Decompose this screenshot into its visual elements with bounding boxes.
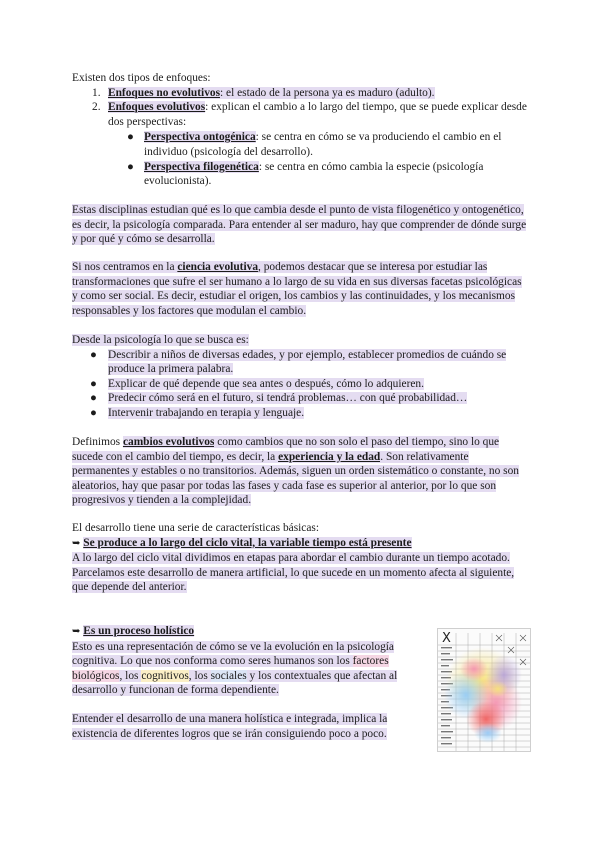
- paragraph-text: Entender el desarrollo de una manera holística e integrada, implica la existencia de diferentes logros que se irán consiguiendo poco a poco.: [72, 712, 388, 740]
- paragraph-text: Esto es una representación de cómo se ve la evolución en la psicología cognitiva. Lo que nos conforma como seres humanos son los: [72, 640, 394, 668]
- term-factores-biologicos: factores biológicos: [72, 655, 389, 682]
- heading-ciclo-vital: [72, 536, 528, 552]
- list-item: [72, 377, 528, 392]
- paragraph-text: Estas disciplinas estudian qué es lo que cambia desde el punto de vista filogenético y ontogenético, es decir, la psicología comparada. Para entender al ser maduro, hay que comprender de dónde surge y por qué y cómo se desarrolla.: [72, 204, 527, 246]
- term-cambios-evolutivos: cambios evolutivos: [122, 436, 215, 448]
- bullet-icon: ●: [90, 377, 97, 390]
- list-item-text: Predecir cómo será en el futuro, si tendrá problemas… con qué probabilidad…: [108, 392, 468, 405]
- list-number: 1.: [92, 86, 101, 99]
- caracteristicas-section: [72, 521, 528, 595]
- perspectiva-text: : se centra en cómo se va produciendo el cambio en el individuo (psicología del desarrollo).: [144, 131, 502, 158]
- paragraph-text: Si nos centramos en la: [72, 261, 178, 273]
- paragraph-ciencia-evolutiva: [72, 260, 528, 318]
- paragraph-text: Definimos: [72, 436, 123, 448]
- enfoque-text: : el estado de la persona ya es maduro (adulto).: [220, 86, 435, 99]
- list-number: 2.: [92, 101, 101, 114]
- paragraph-text: como cambios que no son solo el paso del tiempo, sino lo que sucede con el cambio del tiempo, es decir, la: [72, 436, 500, 463]
- term-sociales: sociales: [210, 669, 247, 682]
- paragraph-text: , los: [119, 669, 142, 682]
- perspectiva-title: Perspectiva ontogénica: [144, 131, 256, 144]
- heading-holistico: [72, 624, 422, 640]
- busca-list: [72, 348, 528, 421]
- list-item-text: Explicar de qué depende que sea antes o después, cómo lo adquieren.: [108, 377, 424, 390]
- perspectiva-title: Perspectiva filogenética: [144, 160, 259, 173]
- bullet-icon: ●: [90, 392, 97, 405]
- paragraph-text: , los: [188, 669, 211, 682]
- bullet-icon: ●: [127, 131, 134, 144]
- busca-section: [72, 333, 528, 421]
- list-item: [72, 391, 528, 406]
- arrow-icon: ➥: [72, 626, 81, 637]
- paragraph-text: , podemos destacar que se interesa por estudiar las transformaciones que sufre el ser humano a lo largo de su vida en sus diversas facetas psicológicas y como ser social. Es decir, estudiar el origen, los cambios y las continuidades, y los mecanismos responsables y los factores que modulan el cambio.: [72, 261, 522, 317]
- bullet-icon: ●: [127, 160, 134, 173]
- heading-text: Se produce a lo largo del ciclo vital, la variable tiempo está presente: [83, 536, 412, 549]
- term-ciencia-evolutiva: ciencia evolutiva: [177, 261, 259, 273]
- term-cognitivos: cognitivos: [141, 669, 189, 682]
- list-item: [72, 406, 528, 421]
- busca-intro: Desde la psicología lo que se busca es:: [72, 334, 249, 346]
- perspectiva-text: : se centra en cómo cambia la especie (psicología evolucionista).: [144, 160, 484, 188]
- bullet-icon: ●: [90, 406, 97, 419]
- list-item-text: Intervenir trabajando en terapia y lenguaje.: [108, 406, 305, 419]
- holistic-development-figure: [437, 628, 531, 752]
- figure-image: [438, 629, 530, 751]
- caracteristicas-intro: El desarrollo tiene una serie de características básicas:: [72, 522, 319, 534]
- heading-text: Es un proceso holístico: [83, 625, 195, 637]
- list-item: [108, 130, 528, 159]
- paragraph-text: y los contextuales que afectan al desarrollo y funcionan de forma dependiente.: [72, 669, 398, 697]
- enfoques-section: [72, 71, 528, 189]
- list-item: [72, 348, 528, 377]
- list-item: [108, 160, 528, 189]
- paragraph-disciplinas: [72, 203, 528, 247]
- list-item-text: Describir a niños de diversas edades, y por ejemplo, establecer promedios de cuándo se produce la primera palabra.: [108, 348, 507, 376]
- perspectivas-list: [108, 130, 528, 188]
- intro-text: Existen dos tipos de enfoques:: [72, 72, 211, 84]
- list-item: [72, 100, 528, 189]
- figure-letter: X: [442, 631, 451, 646]
- enfoque-text: : explican el cambio a lo largo del tiempo, que se puede explicar desde dos perspectivas:: [108, 101, 527, 128]
- paragraph-text: A lo largo del ciclo vital dividimos en etapas para abordar el cambio durante un tiempo acotado. Parcelamos este desarrollo de manera artificial, lo que sucede en un momento afecta al siguiente, que depende del anterior.: [72, 552, 515, 594]
- arrow-icon: ➥: [72, 537, 81, 549]
- enfoque-title: Enfoques evolutivos: [108, 101, 206, 114]
- holistico-section: [72, 624, 422, 741]
- enfoques-list: [72, 86, 528, 189]
- list-item: [72, 86, 528, 101]
- enfoque-title: Enfoques no evolutivos: [108, 86, 221, 99]
- paragraph-text: . Son relativamente permanentes y estables o no transitorios. Además, siguen un orden sistemático o constante, no son aleatorios, hay que pasar por todas las fases y cada fase es superior al anterior, por lo que son progresivos y tienden a la complejidad.: [72, 450, 519, 507]
- paragraph-cambios-evolutivos: [72, 435, 528, 508]
- bullet-icon: ●: [90, 348, 97, 361]
- term-experiencia-edad: experiencia y la edad: [278, 450, 381, 463]
